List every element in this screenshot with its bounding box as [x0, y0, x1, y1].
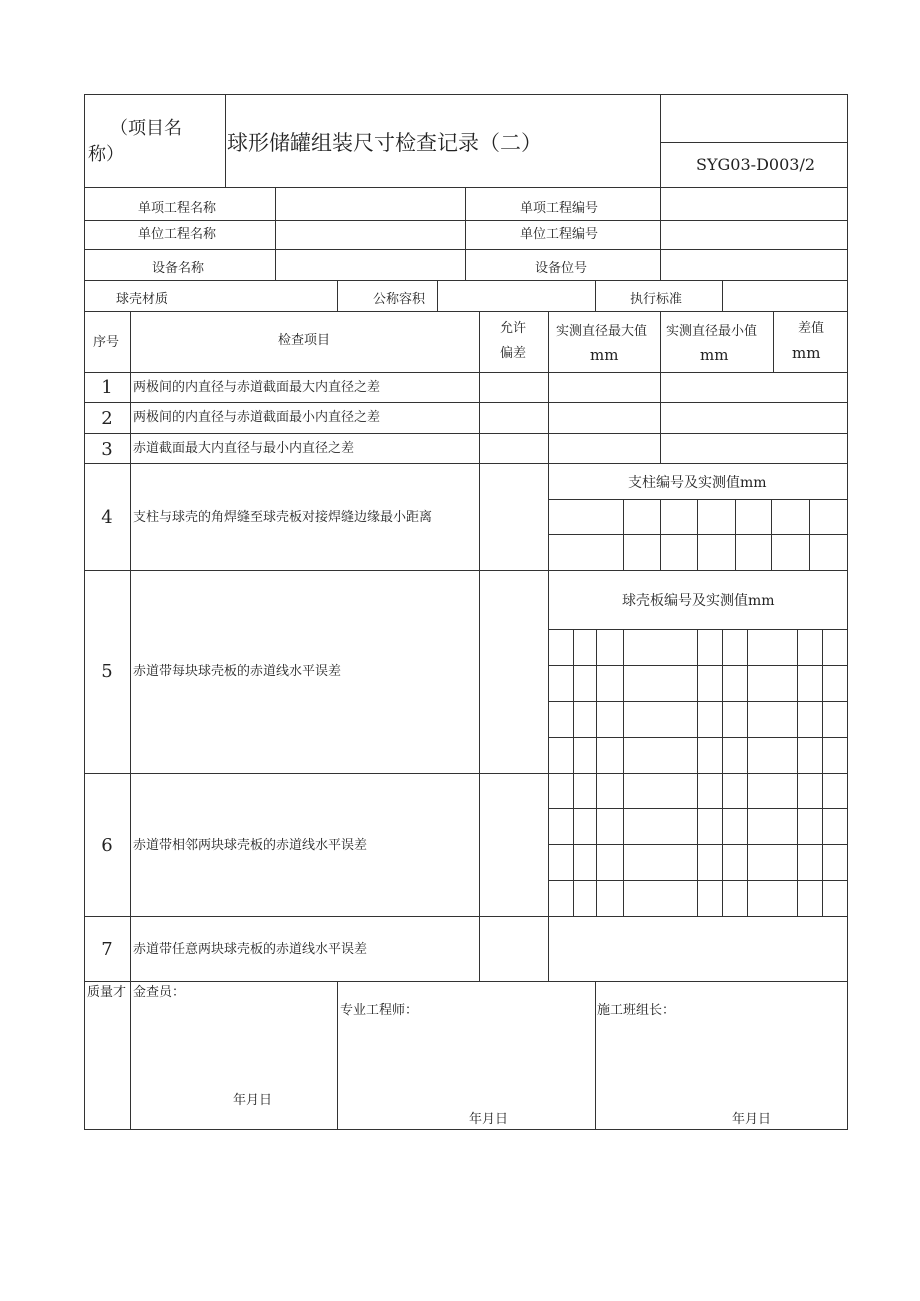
rule: [660, 311, 661, 463]
rule: [465, 187, 466, 280]
engineer-label: 专业工程师：: [340, 1003, 419, 1018]
rule: [660, 94, 661, 187]
page-title: 球形储罐组装尺寸检查记录（二）: [227, 131, 542, 155]
max-diameter-header: 实测直径最大值: [556, 324, 648, 339]
rule: [225, 94, 226, 187]
rule: [437, 280, 438, 311]
rule: [84, 402, 848, 403]
rule: [548, 534, 848, 535]
form-code: SYG03-D003/2: [696, 155, 816, 174]
row-item: 两极间的内直径与赤道截面最小内直径之差: [133, 410, 381, 425]
row-number: 7: [101, 939, 113, 960]
rule: [660, 187, 661, 280]
plate-values-header: 球壳板编号及实测值mm: [622, 593, 775, 609]
rule: [735, 499, 736, 570]
rule: [84, 570, 848, 571]
rule: [84, 311, 848, 312]
row-item: 两极间的内直径与赤道截面最大内直径之差: [133, 380, 381, 395]
row-item: 支柱与球壳的角焊缝至球壳板对接焊缝边缘最小距离: [133, 510, 433, 525]
rule: [623, 499, 624, 570]
rule: [660, 499, 661, 570]
difference-unit: mm: [792, 344, 821, 362]
inspector-date: 年月日: [233, 1093, 273, 1108]
rule: [747, 629, 748, 916]
row-item: 赤道带相邻两块球壳板的赤道线水平误差: [133, 838, 368, 853]
item-header: 检查项目: [278, 333, 331, 348]
equipment-position-label: 设备位号: [535, 261, 588, 276]
rule: [548, 737, 848, 738]
seq-header: 序号: [93, 335, 120, 350]
rule: [548, 629, 848, 630]
item-project-name-label: 单项工程名称: [138, 201, 217, 216]
row-number: 5: [101, 661, 113, 682]
difference-header: 差值: [798, 321, 825, 336]
rule: [596, 629, 597, 916]
rule: [595, 981, 596, 1130]
row-number: 1: [101, 377, 113, 398]
team-leader-date: 年月日: [732, 1112, 772, 1127]
rule: [84, 280, 848, 281]
rule: [84, 916, 848, 917]
rule: [660, 142, 848, 143]
frame-top: [84, 94, 848, 95]
rule: [479, 311, 480, 981]
allowance-header-2: 偏差: [500, 346, 527, 361]
standard-label: 执行标准: [630, 292, 683, 307]
rule: [84, 372, 848, 373]
rule: [548, 808, 848, 809]
quality-side-label: 质量才: [87, 985, 127, 1000]
row-number: 4: [101, 507, 113, 528]
row-number: 2: [101, 408, 113, 429]
pillar-values-header: 支柱编号及实测值mm: [628, 475, 767, 491]
rule: [84, 433, 848, 434]
rule: [771, 499, 772, 570]
allowance-header-1: 允许: [500, 321, 527, 336]
rule: [822, 629, 823, 916]
item-project-code-field[interactable]: [662, 189, 846, 219]
rule: [623, 629, 624, 916]
rule: [697, 629, 698, 916]
rule: [84, 249, 848, 250]
team-leader-label: 施工班组长：: [597, 1003, 676, 1018]
rule: [548, 844, 848, 845]
unit-project-code-field[interactable]: [662, 222, 846, 248]
rule: [84, 773, 848, 774]
rule: [548, 880, 848, 881]
row-number: 3: [101, 439, 113, 460]
max-diameter-unit: mm: [590, 346, 619, 364]
rule: [797, 629, 798, 916]
inspector-label: 金查员：: [133, 985, 186, 1000]
engineer-date: 年月日: [469, 1112, 509, 1127]
rule: [573, 629, 574, 916]
nominal-volume-label: 公称容积: [373, 292, 426, 307]
row-item: 赤道带任意两块球壳板的赤道线水平误差: [133, 942, 368, 957]
rule: [548, 665, 848, 666]
rule: [722, 629, 723, 916]
row-item: 赤道带每块球壳板的赤道线水平误差: [133, 664, 342, 679]
rule: [337, 280, 338, 311]
rule: [548, 499, 848, 500]
unit-project-code-label: 单位工程编号: [520, 227, 599, 242]
rule: [697, 499, 698, 570]
rule: [84, 463, 848, 464]
rule: [773, 311, 774, 372]
rule: [595, 280, 596, 311]
row-item: 赤道截面最大内直径与最小内直径之差: [133, 441, 355, 456]
rule: [130, 311, 131, 1130]
rule: [337, 981, 338, 1130]
equipment-name-field[interactable]: [277, 251, 463, 279]
item-project-name-field[interactable]: [277, 189, 463, 219]
rule: [84, 220, 848, 221]
min-diameter-header: 实测直径最小值: [666, 324, 758, 339]
item-project-code-label: 单项工程编号: [520, 201, 599, 216]
frame-bottom: [84, 1129, 848, 1130]
unit-project-name-field[interactable]: [277, 222, 463, 248]
rule: [84, 187, 848, 188]
project-name-line1: （项目名: [110, 118, 182, 139]
shell-material-label: 球壳材质: [116, 292, 169, 307]
rule: [548, 701, 848, 702]
rule: [809, 499, 810, 570]
rule: [84, 981, 848, 982]
rule: [722, 280, 723, 311]
row-number: 6: [101, 835, 113, 856]
equipment-name-label: 设备名称: [152, 261, 205, 276]
project-name-line2: 称）: [88, 144, 124, 165]
rule: [275, 187, 276, 280]
equipment-position-field[interactable]: [662, 251, 846, 279]
min-diameter-unit: mm: [700, 346, 729, 364]
unit-project-name-label: 单位工程名称: [138, 227, 217, 242]
